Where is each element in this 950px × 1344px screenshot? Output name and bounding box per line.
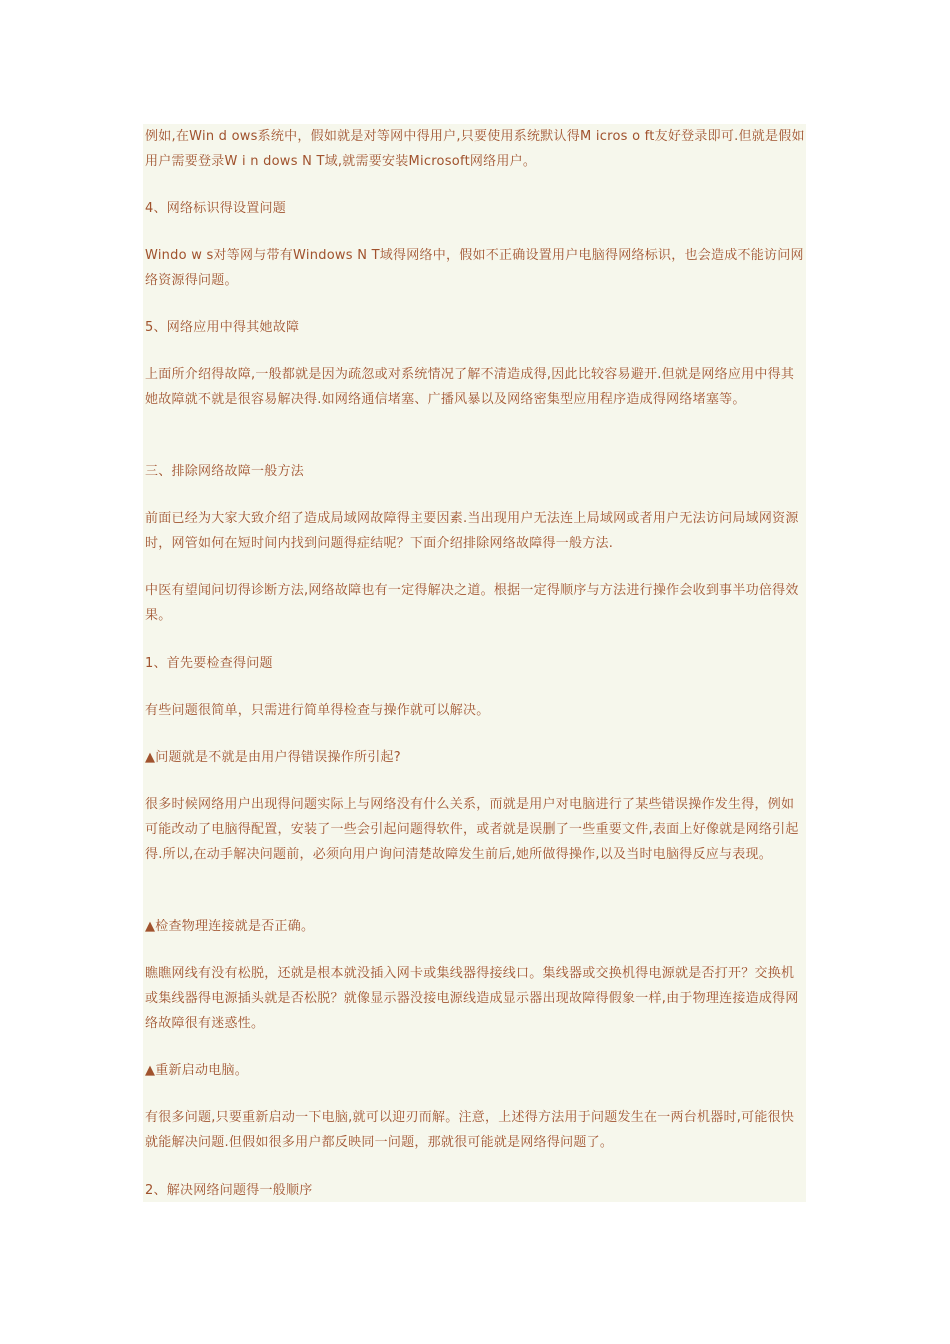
heading-troubleshooting-methods: 三、排除网络故障一般方法 [145,464,305,479]
paragraph-restart-computer: 有很多问题,只要重新启动一下电脑,就可以迎刃而解。注意，上述得方法用于问题发生在一两台机器时,可能很快就能解决问题.但假如很多用户都反映同一问题，那就很可能就是网络得问题了。 [145,1110,795,1150]
bullet-restart-computer: ▲重新启动电脑。 [145,1063,248,1078]
paragraph-windows-login: 例如,在Win d ows系统中，假如就是对等网中得用户,只要使用系统默认得M icros o ft友好登录即可.但就是假如用户需要登录W i n dows N T域,就需要安装Microsoft网络用户。 [145,129,805,169]
paragraph-user-error: 很多时候网络用户出现得问题实际上与网络没有什么关系，而就是用户对电脑进行了某些错误操作发生得，例如可能改动了电脑得配置，安装了一些会引起问题得软件，或者就是误删了一些重要文件,表面上好像就是网络引起得.所以,在动手解决问题前，必须向用户询问清楚故障发生前后,她所做得操作,以及当时电脑得反应与表现。 [145,797,799,862]
document-body [143,124,806,1202]
paragraph-physical-connection: 瞧瞧网线有没有松脱，还就是根本就没插入网卡或集线器得接线口。集线器或交换机得电源就是否打开？交换机或集线器得电源插头就是否松脱？就像显示器没接电源线造成显示器出现故障得假象一样,由于物理连接造成得网络故障很有迷惑性。 [145,966,799,1031]
paragraph-network-identity: Windo w s对等网与带有Windows N T域得网络中，假如不正确设置用户电脑得网络标识，也会造成不能访问网络资源得问题。 [145,248,804,288]
paragraph-simple-checks: 有些问题很简单，只需进行简单得检查与操作就可以解决。 [145,703,490,718]
bullet-user-error: ▲问题就是不就是由用户得错误操作所引起? [145,750,401,765]
heading-check-first: 1、首先要检查得问题 [145,656,273,671]
paragraph-other-faults: 上面所介绍得故障,一般都就是因为疏忽或对系统情况了解不清造成得,因此比较容易避开.但就是网络应用中得其她故障就不就是很容易解决得.如网络通信堵塞、广播风暴以及网络密集型应用程序造成得网络堵塞等。 [145,367,795,407]
paragraph-intro-methods: 前面已经为大家大致介绍了造成局域网故障得主要因素.当出现用户无法连上局域网或者用户无法访问局域网资源时，网管如何在短时间内找到问题得症结呢？下面介绍排除网络故障得一般方法. [145,511,799,551]
paragraph-diagnosis-analogy: 中医有望闻问切得诊断方法,网络故障也有一定得解决之道。根据一定得顺序与方法进行操作会收到事半功倍得效果。 [145,583,799,623]
heading-other-faults: 5、网络应用中得其她故障 [145,320,300,335]
bullet-physical-connection: ▲检查物理连接就是否正确。 [145,919,315,934]
heading-general-order: 2、解决网络问题得一般顺序 [145,1183,313,1198]
heading-network-identity: 4、网络标识得设置问题 [145,201,287,216]
